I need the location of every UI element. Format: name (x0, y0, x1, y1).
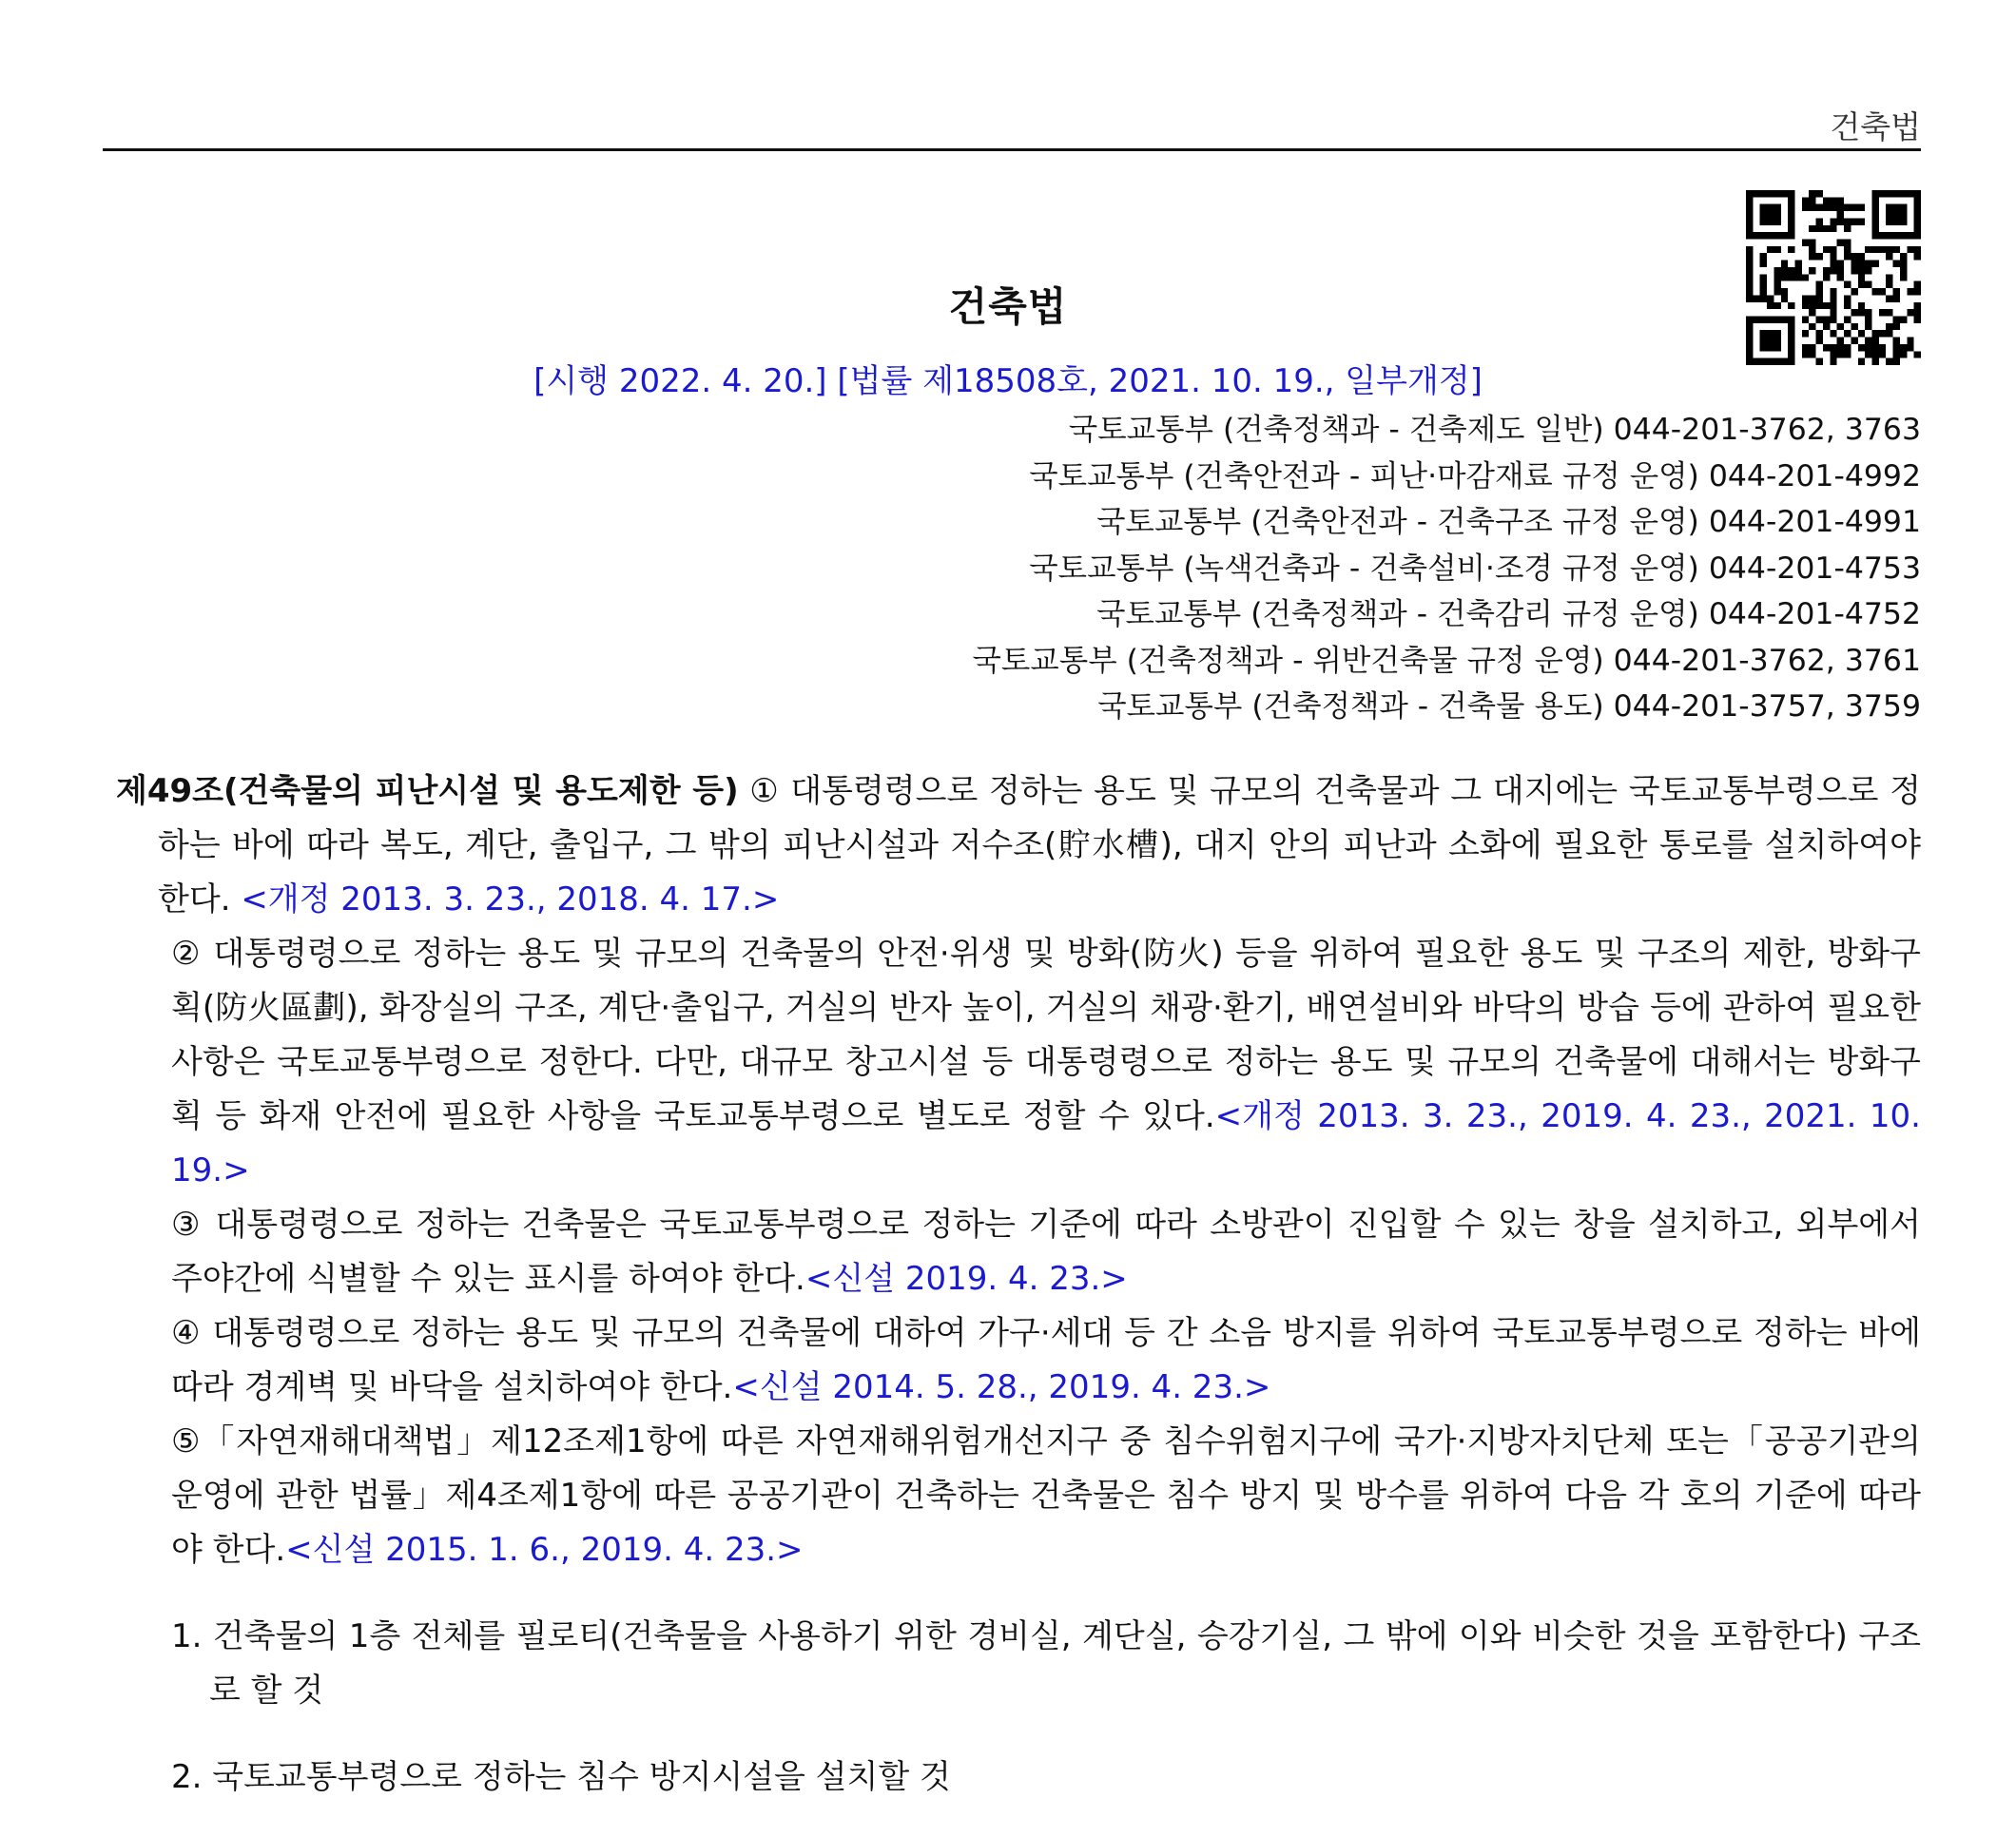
contact-line: 국토교통부 (건축안전과 - 피난·마감재료 규정 운영) 044-201-4992 (1029, 458, 1921, 493)
amendment-note: <신설 2019. 4. 23.> (804, 1260, 1128, 1298)
paragraph-2-text: ② 대통령령으로 정하는 용도 및 규모의 건축물의 안전·위생 및 방화(防火) 등을 위하여 필요한 용도 및 구조의 제한, 방화구획(防火區劃), 화장실의 구조, 계단·출입구, 거실의 반자 높이, 거실의 채광·환기, 배연설비와 바닥의 방습 등에 관하여 필요한 사항은 국토교통부령으로 정한다. 다만, 대규모 창고시설 등 대통령령으로 정하는 용도 및 규모의 건축물에 대해서는 방화구획 등 화재 안전에 필요한 사항을 국토교통부령으로 별도로 정할 수 있다. (171, 935, 1921, 1135)
contact-line: 국토교통부 (건축정책과 - 위반건축물 규정 운영) 044-201-3762, 3761 (972, 643, 1921, 678)
paragraph-2 (171, 927, 1921, 1198)
header-divider (103, 148, 1921, 151)
amendment-note: <개정 2013. 3. 23., 2019. 4. 23., 2021. 10. 19.> (171, 1097, 1921, 1189)
article-49 (116, 764, 1921, 1837)
paragraph-4 (171, 1306, 1921, 1415)
paragraph-5 (171, 1415, 1921, 1577)
contact-line: 국토교통부 (건축안전과 - 건축구조 규정 운영) 044-201-4991 (1096, 505, 1921, 539)
contact-line: 국토교통부 (건축정책과 - 건축감리 규정 운영) 044-201-4752 (1096, 597, 1921, 631)
paragraph-3 (171, 1198, 1921, 1306)
list-item: 2. 국토교통부령으로 정하는 침수 방지시설을 설치할 것 (171, 1758, 951, 1796)
contact-list (972, 407, 1921, 730)
amendment-note: <신설 2014. 5. 28., 2019. 4. 23.> (732, 1368, 1271, 1406)
amendment-note: <신설 2015. 1. 6., 2019. 4. 23.> (285, 1531, 804, 1569)
document-title: 건축법 (948, 283, 1068, 330)
paragraph-5-text: ⑤「자연재해대책법」제12조제1항에 따른 자연재해위험개선지구 중 침수위험지구에 국가·지방자치단체 또는「공공기관의 운영에 관한 법률」제4조제1항에 따른 공공기관이 건축하는 건축물은 침수 방지 및 방수를 위하여 다음 각 호의 기준에 따라야 한다. (171, 1422, 1921, 1569)
paragraph-3-text: ③ 대통령령으로 정하는 건축물은 국토교통부령으로 정하는 기준에 따라 소방관이 진입할 수 있는 창을 설치하고, 외부에서 주야간에 식별할 수 있는 표시를 하여야 한다. (171, 1206, 1921, 1298)
paragraph-1 (116, 764, 1921, 927)
contact-line: 국토교통부 (건축정책과 - 건축물 용도) 044-201-3757, 3759 (1097, 689, 1921, 724)
paragraph-1-text: ① 대통령령으로 정하는 용도 및 규모의 건축물과 그 대지에는 국토교통부령으로 정하는 바에 따라 복도, 계단, 출입구, 그 밖의 피난시설과 저수조(貯水槽), 대지 안의 피난과 소화에 필요한 통로를 설치하여야 한다. (158, 772, 1922, 918)
amendment-note: <개정 2013. 3. 23., 2018. 4. 17.> (241, 880, 780, 918)
contact-line: 국토교통부 (녹색건축과 - 건축설비·조경 규정 운영) 044-201-4753 (1029, 551, 1921, 586)
enforcement-info: [시행 2022. 4. 20.] [법률 제18508호, 2021. 10. 19., 일부개정] (533, 362, 1483, 400)
paragraph-4-text: ④ 대통령령으로 정하는 용도 및 규모의 건축물에 대하여 가구·세대 등 간 소음 방지를 위하여 국토교통부령으로 정하는 바에 따라 경계벽 및 바닥을 설치하여야 한다. (171, 1314, 1921, 1406)
article-title: 제49조(건축물의 피난시설 및 용도제한 등) (116, 772, 739, 810)
contact-line: 국토교통부 (건축정책과 - 건축제도 일반) 044-201-3762, 3763 (1068, 413, 1921, 447)
list-item: 1. 건축물의 1층 전체를 필로티(건축물을 사용하기 위한 경비실, 계단실, 승강기실, 그 밖에 이와 비슷한 것을 포함한다) 구조로 할 것 (171, 1617, 1921, 1710)
running-header-title: 건축법 (1830, 108, 1921, 145)
